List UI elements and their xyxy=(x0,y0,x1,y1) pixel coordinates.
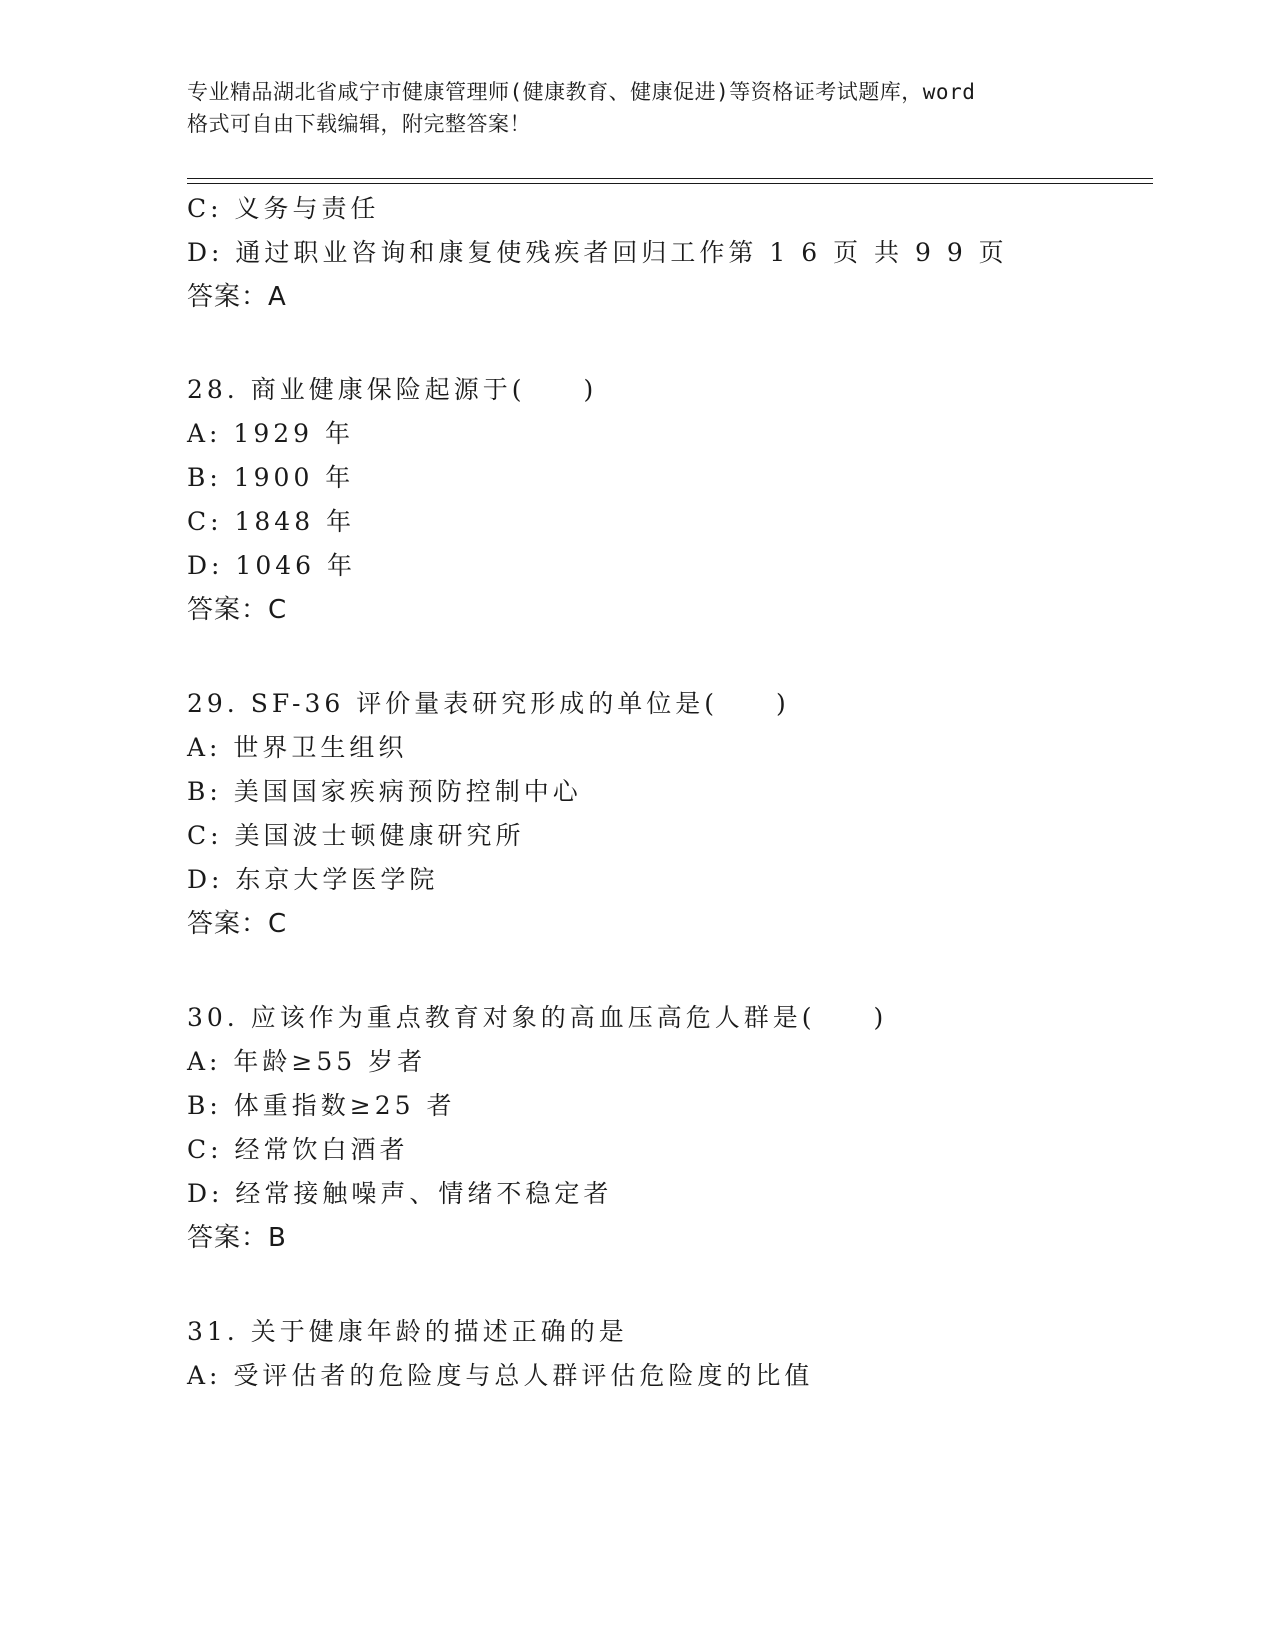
q28-option-b: B: 1900 年 xyxy=(187,463,355,492)
header-divider-top xyxy=(187,178,1153,179)
header-line-1: 专业精品湖北省咸宁市健康管理师(健康教育、健康促进)等资格证考试题库，word xyxy=(187,80,976,104)
q31-option-a: A: 受评估者的危险度与总人群评估危险度的比值 xyxy=(187,1361,814,1390)
q27-option-c: C: 义务与责任 xyxy=(187,194,380,223)
header-line-2: 格式可自由下载编辑，附完整答案！ xyxy=(187,112,531,136)
q27-option-d: D: 通过职业咨询和康复使残疾者回归工作第 1 6 页 共 9 9 页 xyxy=(187,238,1008,267)
q28-option-c: C: 1848 年 xyxy=(187,507,356,536)
document-header xyxy=(187,76,1087,140)
q29-stem: 29. SF-36 评价量表研究形成的单位是( ) xyxy=(187,689,790,718)
header-divider-bottom xyxy=(187,183,1153,184)
q30-answer: 答案：B xyxy=(187,1223,287,1253)
q29-option-d: D: 东京大学医学院 xyxy=(187,865,439,894)
q30-stem: 30. 应该作为重点教育对象的高血压高危人群是( ) xyxy=(187,1003,888,1032)
q30-option-c: C: 经常饮白酒者 xyxy=(187,1135,409,1164)
q28-option-a: A: 1929 年 xyxy=(187,419,354,448)
q29-answer: 答案：C xyxy=(187,909,288,939)
q29-option-a: A: 世界卫生组织 xyxy=(187,733,408,762)
q30-option-d: D: 经常接触噪声、情绪不稳定者 xyxy=(187,1179,613,1208)
q30-option-b: B: 体重指数≥25 者 xyxy=(187,1091,456,1120)
q29-option-b: B: 美国国家疾病预防控制中心 xyxy=(187,777,582,806)
q28-answer: 答案：C xyxy=(187,595,288,625)
q30-option-a: A: 年龄≥55 岁者 xyxy=(187,1047,427,1076)
q28-stem: 28. 商业健康保险起源于( ) xyxy=(187,375,598,404)
q28-option-d: D: 1046 年 xyxy=(187,551,356,580)
q29-option-c: C: 美国波士顿健康研究所 xyxy=(187,821,525,850)
q31-stem: 31. 关于健康年龄的描述正确的是 xyxy=(187,1317,628,1346)
q27-answer: 答案：A xyxy=(187,282,287,312)
